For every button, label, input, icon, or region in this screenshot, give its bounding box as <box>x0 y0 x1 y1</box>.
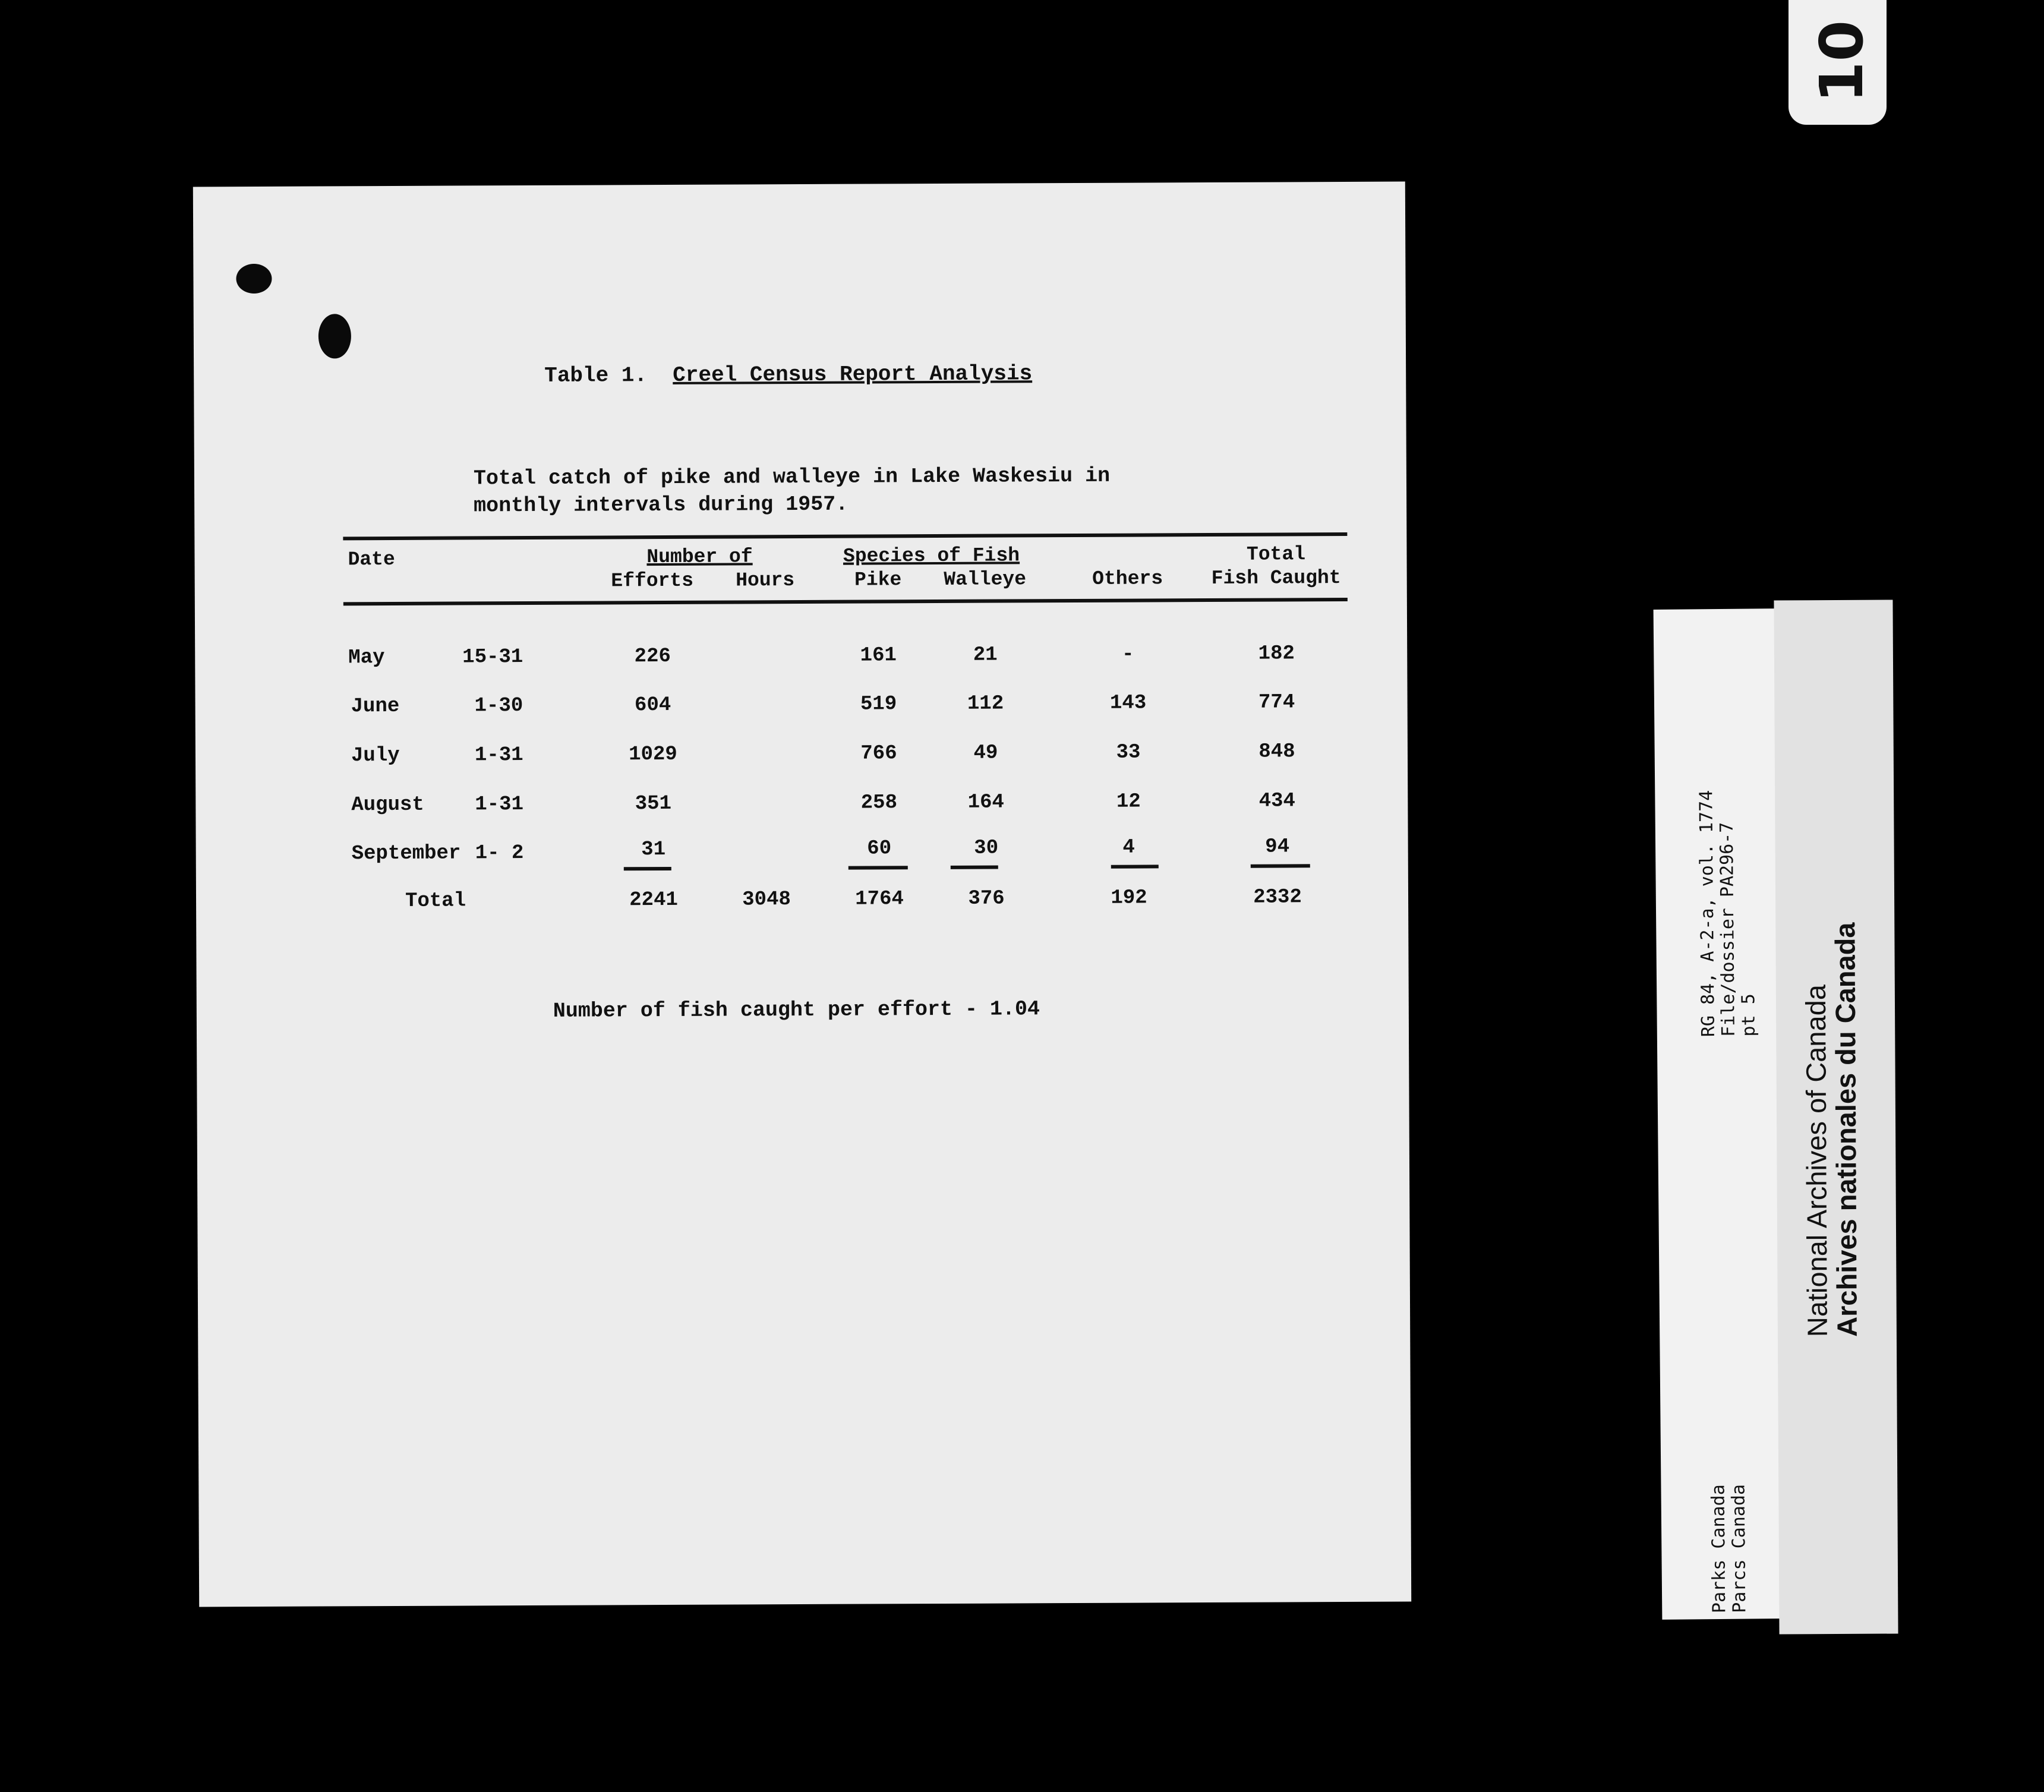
row-pike: 766 <box>860 742 897 765</box>
row-walleye: 112 <box>967 692 1004 715</box>
row-month: July <box>351 744 400 768</box>
sum-underline <box>1251 864 1310 867</box>
header-species-of-fish: Species of Fish <box>843 544 1020 567</box>
catch-per-effort-note: Number of fish caught per effort - 1.04 <box>553 997 1040 1023</box>
row-others: 4 <box>1122 836 1135 859</box>
sum-underline <box>624 867 671 870</box>
header-fish-caught: Fish Caught <box>1211 567 1341 589</box>
row-days: 15-31 <box>462 646 523 669</box>
archives-name: National Archives of Canada Archives nationales du Canada <box>1799 922 1863 1337</box>
row-efforts: 1029 <box>629 743 677 766</box>
archive-reference: RG 84, A-2-a, vol. 1774 File/dossier PA296-7 pt 5 <box>1696 790 1759 1037</box>
row-walleye: 49 <box>973 742 998 765</box>
header-date: Date <box>348 548 395 571</box>
sum-underline <box>951 866 998 869</box>
punch-hole-mark <box>236 264 272 294</box>
header-others: Others <box>1092 567 1163 590</box>
archive-label <box>1658 600 1907 1622</box>
row-pike: 161 <box>860 644 897 667</box>
header-hours: Hours <box>736 569 795 592</box>
row-others: 12 <box>1116 790 1141 813</box>
table-top-rule <box>343 532 1347 540</box>
document-sheet <box>193 182 1411 1607</box>
table-header-rule <box>343 598 1348 605</box>
row-month: September <box>351 842 461 866</box>
row-efforts: 351 <box>635 792 672 816</box>
table-caption: Total catch of pike and walleye in Lake Waskesiu in monthly intervals during 1957. <box>473 463 1111 518</box>
total-walleye: 376 <box>968 887 1005 910</box>
sum-underline <box>848 866 908 869</box>
frame-number: 10 <box>1807 20 1877 103</box>
table-title: Table 1. Creel Census Report Analysis <box>544 361 1033 388</box>
row-month: June <box>351 695 400 718</box>
row-efforts: 604 <box>634 693 671 717</box>
row-month: August <box>351 793 424 817</box>
row-walleye: 21 <box>973 643 998 667</box>
row-days: 1-30 <box>474 695 523 718</box>
row-others: 143 <box>1109 692 1147 715</box>
header-pike: Pike <box>854 569 902 591</box>
sum-underline <box>1111 865 1159 868</box>
total-hours: 3048 <box>742 888 791 911</box>
archive-label-title-strip <box>1774 600 1898 1634</box>
header-walleye: Walleye <box>944 568 1027 591</box>
row-pike: 519 <box>860 693 897 716</box>
row-efforts: 226 <box>634 645 671 668</box>
total-others: 192 <box>1111 886 1147 910</box>
total-label: Total <box>405 889 466 913</box>
header-total: Total <box>1246 543 1306 566</box>
row-walleye: 164 <box>967 791 1005 814</box>
row-total: 94 <box>1265 835 1290 859</box>
frame-number-stamp <box>1788 0 1887 125</box>
row-month: May <box>348 646 385 670</box>
row-pike: 258 <box>860 791 898 815</box>
row-efforts: 31 <box>641 838 666 862</box>
row-total: 434 <box>1258 790 1296 813</box>
row-days: 1-31 <box>475 793 524 816</box>
row-others: - <box>1121 643 1134 666</box>
row-total: 182 <box>1258 642 1295 665</box>
header-number-of: Number of <box>646 545 753 569</box>
punch-hole-mark <box>318 314 351 358</box>
agency-name: Parks Canada Parcs Canada <box>1708 1484 1750 1614</box>
row-pike: 60 <box>867 837 892 860</box>
row-days: 1- 2 <box>475 842 524 865</box>
archive-label-reference-strip <box>1654 608 1787 1620</box>
total-pike: 1764 <box>855 888 904 911</box>
row-others: 33 <box>1116 741 1141 764</box>
total-efforts: 2241 <box>629 888 678 912</box>
header-efforts: Efforts <box>611 569 694 592</box>
row-total: 774 <box>1258 691 1295 714</box>
row-total: 848 <box>1258 740 1295 764</box>
row-days: 1-31 <box>474 744 523 767</box>
total-fish-caught: 2332 <box>1253 886 1302 909</box>
row-walleye: 30 <box>974 837 999 860</box>
